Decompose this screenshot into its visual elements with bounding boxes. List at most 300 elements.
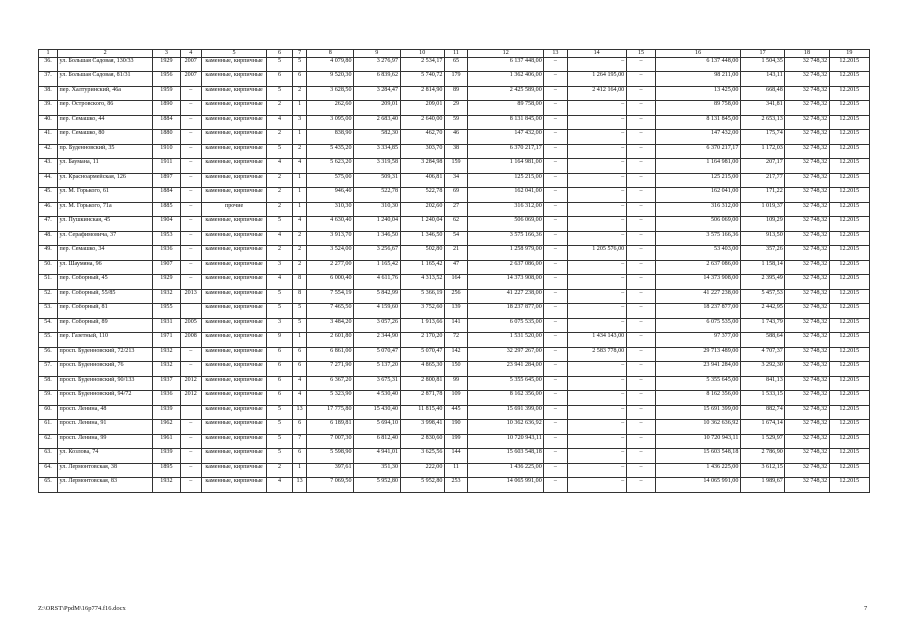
cell-residential-area: 3 752,60 (400, 304, 444, 319)
cell-residential-area: 2 170,20 (400, 333, 444, 348)
cell-funds-owners: 3 575 166,36 (656, 231, 741, 246)
cell-funds-city: – (626, 333, 656, 348)
cell-residents: 62 (444, 217, 467, 232)
cell-cost-per-sqm: 357,26 (740, 246, 784, 261)
cell-residents: 141 (444, 318, 467, 333)
cell-address: ул. М. Горького, 71а (58, 202, 153, 217)
cell-cost-total: 6 137 448,00 (468, 57, 544, 72)
cell-living-area: 209,01 (354, 101, 401, 116)
cell-year-built: 1910 (153, 144, 180, 159)
cell-cost-per-sqm: 2 653,13 (740, 115, 784, 130)
cell-year-renovated: – (180, 101, 201, 116)
cell-residents: 65 (444, 57, 467, 72)
cell-living-area: 3 256,67 (354, 246, 401, 261)
cell-cost-per-sqm: 143,11 (740, 72, 784, 87)
cell-cost-per-sqm: 171,22 (740, 188, 784, 203)
cell-cost-per-sqm: 109,29 (740, 217, 784, 232)
cell-deadline: 12.2015 (829, 57, 869, 72)
cell-row-number: 46. (39, 202, 58, 217)
cell-cost-total: 14 065 991,00 (468, 478, 544, 493)
cell-funds-city: – (626, 231, 656, 246)
cell-residents: 21 (444, 246, 467, 261)
cell-funds-region: – (567, 304, 626, 319)
cell-year-built: 1929 (153, 57, 180, 72)
header-cell-address: 2 (58, 50, 153, 58)
cell-floors: 6 (267, 391, 292, 406)
cell-cost-per-sqm: 882,74 (740, 405, 784, 420)
cell-floors: 6 (267, 376, 292, 391)
cell-funds-city: – (626, 478, 656, 493)
cell-floors: 5 (267, 144, 292, 159)
cell-limit-cost: 32 748,32 (785, 449, 829, 464)
cell-cost-per-sqm: 1 529,97 (740, 434, 784, 449)
cell-floors: 5 (267, 420, 292, 435)
cell-cost-total: 8 162 356,00 (468, 391, 544, 406)
cell-cost-total: 14 373 908,00 (468, 275, 544, 290)
cell-row-number: 65. (39, 478, 58, 493)
cell-entrances: 13 (292, 405, 307, 420)
cell-residential-area: 1 165,42 (400, 260, 444, 275)
cell-funds-fund: – (544, 405, 567, 420)
cell-residents: 54 (444, 231, 467, 246)
cell-living-area: 3 334,85 (354, 144, 401, 159)
header-cell-living-area: 9 (354, 50, 401, 58)
cell-cost-total: 125 215,00 (468, 173, 544, 188)
cell-total-area: 262,60 (307, 101, 354, 116)
cell-wall-material: каменные, кирпичные (201, 115, 267, 130)
cell-total-area: 9 520,30 (307, 72, 354, 87)
cell-funds-city: – (626, 173, 656, 188)
cell-deadline: 12.2015 (829, 86, 869, 101)
cell-residents: 164 (444, 275, 467, 290)
cell-funds-owners: 41 227 238,00 (656, 289, 741, 304)
cell-living-area: 2 683,40 (354, 115, 401, 130)
cell-year-renovated: 2012 (180, 391, 201, 406)
cell-address: пер. Халтуринский, 46а (58, 86, 153, 101)
cell-funds-region: – (567, 260, 626, 275)
cell-funds-owners: 8 162 356,00 (656, 391, 741, 406)
register-table (38, 49, 870, 493)
cell-entrances: 4 (292, 159, 307, 174)
cell-floors: 5 (267, 434, 292, 449)
cell-entrances: 2 (292, 86, 307, 101)
cell-residents: 89 (444, 86, 467, 101)
cell-wall-material: прочие (201, 202, 267, 217)
cell-funds-city: – (626, 304, 656, 319)
cell-funds-owners: 97 377,00 (656, 333, 741, 348)
cell-deadline: 12.2015 (829, 115, 869, 130)
cell-funds-fund: – (544, 434, 567, 449)
cell-living-area: 15 430,40 (354, 405, 401, 420)
table-row (39, 275, 870, 290)
cell-year-renovated: 2007 (180, 72, 201, 87)
cell-entrances: 7 (292, 434, 307, 449)
cell-funds-owners: 23 941 284,00 (656, 362, 741, 377)
cell-funds-fund: – (544, 362, 567, 377)
cell-total-area: 4 630,40 (307, 217, 354, 232)
cell-funds-region: – (567, 362, 626, 377)
cell-cost-total: 1 436 225,00 (468, 463, 544, 478)
cell-address: пер. Соборный, 81 (58, 304, 153, 319)
cell-residential-area: 4 313,52 (400, 275, 444, 290)
cell-living-area: 3 319,58 (354, 159, 401, 174)
cell-residential-area: 462,70 (400, 130, 444, 145)
cell-residential-area: 522,78 (400, 188, 444, 203)
cell-limit-cost: 32 748,32 (785, 275, 829, 290)
cell-total-area: 6 367,20 (307, 376, 354, 391)
cell-living-area: 3 284,47 (354, 86, 401, 101)
cell-funds-region: 1 205 576,00 (567, 246, 626, 261)
cell-limit-cost: 32 748,32 (785, 405, 829, 420)
header-cell-year-built: 3 (153, 50, 180, 58)
cell-funds-fund: – (544, 130, 567, 145)
cell-funds-region: – (567, 405, 626, 420)
cell-funds-region: – (567, 159, 626, 174)
cell-floors: 2 (267, 202, 292, 217)
cell-wall-material: каменные, кирпичные (201, 376, 267, 391)
cell-total-area: 7 007,30 (307, 434, 354, 449)
cell-entrances: 6 (292, 72, 307, 87)
cell-residents: 69 (444, 188, 467, 203)
cell-limit-cost: 32 748,32 (785, 260, 829, 275)
cell-funds-city: – (626, 318, 656, 333)
cell-total-area: 397,61 (307, 463, 354, 478)
cell-residential-area: 5 952,80 (400, 478, 444, 493)
cell-deadline: 12.2015 (829, 391, 869, 406)
header-cell-residents: 11 (444, 50, 467, 58)
table-body (39, 50, 870, 493)
cell-deadline: 12.2015 (829, 188, 869, 203)
cell-floors: 5 (267, 405, 292, 420)
cell-funds-owners: 15 691 399,00 (656, 405, 741, 420)
cell-floors: 3 (267, 318, 292, 333)
cell-funds-city: – (626, 202, 656, 217)
cell-funds-fund: – (544, 333, 567, 348)
cell-total-area: 2 601,80 (307, 333, 354, 348)
cell-year-built: 1911 (153, 159, 180, 174)
cell-funds-region: – (567, 115, 626, 130)
cell-cost-per-sqm: 1 172,03 (740, 144, 784, 159)
cell-wall-material: каменные, кирпичные (201, 478, 267, 493)
table-row (39, 86, 870, 101)
cell-funds-region: – (567, 57, 626, 72)
cell-floors: 4 (267, 275, 292, 290)
cell-funds-region: – (567, 289, 626, 304)
cell-residents: 46 (444, 130, 467, 145)
cell-funds-region: – (567, 391, 626, 406)
table-row (39, 376, 870, 391)
cell-funds-owners: 506 069,00 (656, 217, 741, 232)
cell-year-renovated: 2007 (180, 57, 201, 72)
cell-funds-fund: – (544, 347, 567, 362)
header-cell-funds-fund: 13 (544, 50, 567, 58)
cell-cost-total: 5 355 645,00 (468, 376, 544, 391)
cell-address: пер. Семашко, 44 (58, 115, 153, 130)
cell-deadline: 12.2015 (829, 376, 869, 391)
cell-cost-total: 41 227 238,00 (468, 289, 544, 304)
cell-floors: 5 (267, 304, 292, 319)
table-row (39, 420, 870, 435)
cell-entrances: 4 (292, 376, 307, 391)
cell-funds-fund: – (544, 144, 567, 159)
cell-living-area: 5 842,99 (354, 289, 401, 304)
table-row (39, 289, 870, 304)
cell-entrances: 6 (292, 420, 307, 435)
cell-funds-region: – (567, 231, 626, 246)
cell-floors: 2 (267, 246, 292, 261)
cell-floors: 9 (267, 333, 292, 348)
cell-funds-fund: – (544, 376, 567, 391)
table-row (39, 434, 870, 449)
table-row (39, 246, 870, 261)
cell-funds-fund: – (544, 101, 567, 116)
cell-wall-material: каменные, кирпичные (201, 159, 267, 174)
cell-total-area: 17 775,80 (307, 405, 354, 420)
cell-entrances: 6 (292, 347, 307, 362)
cell-cost-total: 6 370 217,17 (468, 144, 544, 159)
table-row (39, 231, 870, 246)
cell-funds-city: – (626, 101, 656, 116)
cell-deadline: 12.2015 (829, 449, 869, 464)
cell-cost-per-sqm: 1 674,14 (740, 420, 784, 435)
cell-floors: 2 (267, 101, 292, 116)
cell-residents: 34 (444, 173, 467, 188)
cell-funds-region: 1 264 195,00 (567, 72, 626, 87)
cell-funds-owners: 10 720 943,11 (656, 434, 741, 449)
cell-funds-fund: – (544, 391, 567, 406)
cell-living-area: 3 675,31 (354, 376, 401, 391)
cell-residents: 179 (444, 72, 467, 87)
cell-cost-per-sqm: 588,64 (740, 333, 784, 348)
cell-year-renovated: 2012 (180, 376, 201, 391)
cell-year-built: 1971 (153, 333, 180, 348)
cell-cost-per-sqm: 175,74 (740, 130, 784, 145)
header-cell-floors: 6 (267, 50, 292, 58)
cell-wall-material: каменные, кирпичные (201, 246, 267, 261)
cell-funds-city: – (626, 376, 656, 391)
cell-residents: 59 (444, 115, 467, 130)
page-number: 7 (864, 605, 868, 612)
table-row (39, 159, 870, 174)
cell-living-area: 4 159,60 (354, 304, 401, 319)
cell-residential-area: 2 814,90 (400, 86, 444, 101)
cell-row-number: 58. (39, 376, 58, 391)
cell-year-renovated: – (180, 130, 201, 145)
cell-funds-owners: 14 373 908,00 (656, 275, 741, 290)
cell-year-built: 1959 (153, 86, 180, 101)
cell-cost-total: 23 941 284,00 (468, 362, 544, 377)
cell-funds-city: – (626, 275, 656, 290)
cell-wall-material: каменные, кирпичные (201, 86, 267, 101)
table-row (39, 217, 870, 232)
cell-row-number: 47. (39, 217, 58, 232)
cell-year-renovated: – (180, 159, 201, 174)
cell-address: пер. Газетный, 110 (58, 333, 153, 348)
cell-residents: 445 (444, 405, 467, 420)
cell-row-number: 40. (39, 115, 58, 130)
cell-total-area: 6 189,81 (307, 420, 354, 435)
cell-residential-area: 2 871,78 (400, 391, 444, 406)
cell-residential-area: 2 534,17 (400, 57, 444, 72)
cell-funds-city: – (626, 449, 656, 464)
cell-address: просп. Ленина, 48 (58, 405, 153, 420)
cell-residential-area: 303,70 (400, 144, 444, 159)
cell-residential-area: 2 640,00 (400, 115, 444, 130)
cell-wall-material: каменные, кирпичные (201, 318, 267, 333)
cell-address: ул. Большая Садовая, 130/33 (58, 57, 153, 72)
cell-deadline: 12.2015 (829, 478, 869, 493)
cell-total-area: 2 277,00 (307, 260, 354, 275)
cell-limit-cost: 32 748,32 (785, 57, 829, 72)
cell-deadline: 12.2015 (829, 72, 869, 87)
cell-address: пер. Соборный, 89 (58, 318, 153, 333)
cell-funds-city: – (626, 463, 656, 478)
cell-row-number: 42. (39, 144, 58, 159)
cell-funds-fund: – (544, 188, 567, 203)
cell-year-built: 1937 (153, 376, 180, 391)
cell-cost-per-sqm: 1 989,67 (740, 478, 784, 493)
cell-row-number: 64. (39, 463, 58, 478)
cell-year-built: 1897 (153, 173, 180, 188)
cell-funds-city: – (626, 246, 656, 261)
header-cell-funds-owners: 16 (656, 50, 741, 58)
cell-total-area: 4 079,80 (307, 57, 354, 72)
cell-entrances: 1 (292, 333, 307, 348)
cell-total-area: 5 435,20 (307, 144, 354, 159)
cell-cost-total: 1 164 981,00 (468, 159, 544, 174)
cell-year-renovated: – (180, 86, 201, 101)
cell-funds-fund: – (544, 289, 567, 304)
cell-year-built: 1936 (153, 246, 180, 261)
table-row (39, 130, 870, 145)
cell-year-built: 1904 (153, 217, 180, 232)
cell-floors: 2 (267, 463, 292, 478)
cell-entrances: 2 (292, 260, 307, 275)
cell-funds-region: – (567, 188, 626, 203)
cell-cost-per-sqm: 668,48 (740, 86, 784, 101)
cell-limit-cost: 32 748,32 (785, 202, 829, 217)
cell-floors: 5 (267, 217, 292, 232)
cell-residential-area: 1 346,50 (400, 231, 444, 246)
cell-funds-city: – (626, 260, 656, 275)
cell-entrances: 8 (292, 275, 307, 290)
cell-residents: 253 (444, 478, 467, 493)
cell-entrances: 1 (292, 101, 307, 116)
table-row (39, 478, 870, 493)
cell-cost-per-sqm: 841,13 (740, 376, 784, 391)
cell-living-area: 509,31 (354, 173, 401, 188)
cell-funds-fund: – (544, 318, 567, 333)
cell-deadline: 12.2015 (829, 101, 869, 116)
cell-wall-material: каменные, кирпичные (201, 260, 267, 275)
cell-address: ул. Лермонтовская, 38 (58, 463, 153, 478)
cell-residents: 256 (444, 289, 467, 304)
cell-funds-region: – (567, 173, 626, 188)
cell-cost-per-sqm: 2 442,95 (740, 304, 784, 319)
cell-funds-city: – (626, 159, 656, 174)
table-row (39, 318, 870, 333)
cell-cost-total: 2 637 086,00 (468, 260, 544, 275)
cell-cost-per-sqm: 1 533,15 (740, 391, 784, 406)
cell-living-area: 351,30 (354, 463, 401, 478)
cell-funds-city: – (626, 130, 656, 145)
cell-funds-owners: 15 603 548,18 (656, 449, 741, 464)
table-row (39, 173, 870, 188)
table-row (39, 115, 870, 130)
cell-residential-area: 502,80 (400, 246, 444, 261)
cell-row-number: 56. (39, 347, 58, 362)
cell-cost-per-sqm: 217,77 (740, 173, 784, 188)
cell-cost-total: 162 041,00 (468, 188, 544, 203)
cell-limit-cost: 32 748,32 (785, 115, 829, 130)
cell-total-area: 5 323,90 (307, 391, 354, 406)
cell-floors: 2 (267, 173, 292, 188)
cell-year-built: 1956 (153, 72, 180, 87)
cell-cost-total: 18 237 877,00 (468, 304, 544, 319)
table-row (39, 144, 870, 159)
table-row (39, 391, 870, 406)
cell-limit-cost: 32 748,32 (785, 362, 829, 377)
cell-deadline: 12.2015 (829, 231, 869, 246)
cell-address: пер. Островского, 86 (58, 101, 153, 116)
cell-living-area: 5 694,10 (354, 420, 401, 435)
cell-year-built: 1932 (153, 289, 180, 304)
cell-residents: 142 (444, 347, 467, 362)
cell-funds-fund: – (544, 246, 567, 261)
cell-cost-total: 316 312,00 (468, 202, 544, 217)
cell-limit-cost: 32 748,32 (785, 333, 829, 348)
cell-total-area: 6 000,40 (307, 275, 354, 290)
cell-deadline: 12.2015 (829, 217, 869, 232)
cell-funds-region: – (567, 101, 626, 116)
cell-funds-owners: 316 312,00 (656, 202, 741, 217)
cell-limit-cost: 32 748,32 (785, 289, 829, 304)
cell-wall-material: каменные, кирпичные (201, 405, 267, 420)
cell-residential-area: 3 998,41 (400, 420, 444, 435)
cell-entrances: 2 (292, 231, 307, 246)
cell-funds-owners: 13 425,00 (656, 86, 741, 101)
cell-year-built: 1929 (153, 275, 180, 290)
cell-floors: 5 (267, 86, 292, 101)
cell-funds-fund: – (544, 86, 567, 101)
cell-funds-city: – (626, 188, 656, 203)
cell-entrances: 4 (292, 217, 307, 232)
cell-residents: 159 (444, 159, 467, 174)
cell-year-renovated: – (180, 420, 201, 435)
cell-floors: 4 (267, 159, 292, 174)
cell-entrances: 1 (292, 463, 307, 478)
cell-limit-cost: 32 748,32 (785, 72, 829, 87)
cell-cost-total: 3 575 166,36 (468, 231, 544, 246)
cell-funds-owners: 18 237 877,00 (656, 304, 741, 319)
header-cell-cost-total: 12 (468, 50, 544, 58)
cell-wall-material: каменные, кирпичные (201, 304, 267, 319)
cell-cost-total: 15 603 548,18 (468, 449, 544, 464)
cell-row-number: 45. (39, 188, 58, 203)
cell-year-renovated: – (180, 115, 201, 130)
cell-limit-cost: 32 748,32 (785, 246, 829, 261)
cell-limit-cost: 32 748,32 (785, 144, 829, 159)
cell-year-renovated: – (180, 144, 201, 159)
cell-year-built: 1880 (153, 130, 180, 145)
cell-funds-region: – (567, 202, 626, 217)
cell-residents: 109 (444, 391, 467, 406)
cell-wall-material: каменные, кирпичные (201, 449, 267, 464)
cell-limit-cost: 32 748,32 (785, 347, 829, 362)
cell-deadline: 12.2015 (829, 420, 869, 435)
cell-entrances: 5 (292, 304, 307, 319)
cell-total-area: 3 095,00 (307, 115, 354, 130)
